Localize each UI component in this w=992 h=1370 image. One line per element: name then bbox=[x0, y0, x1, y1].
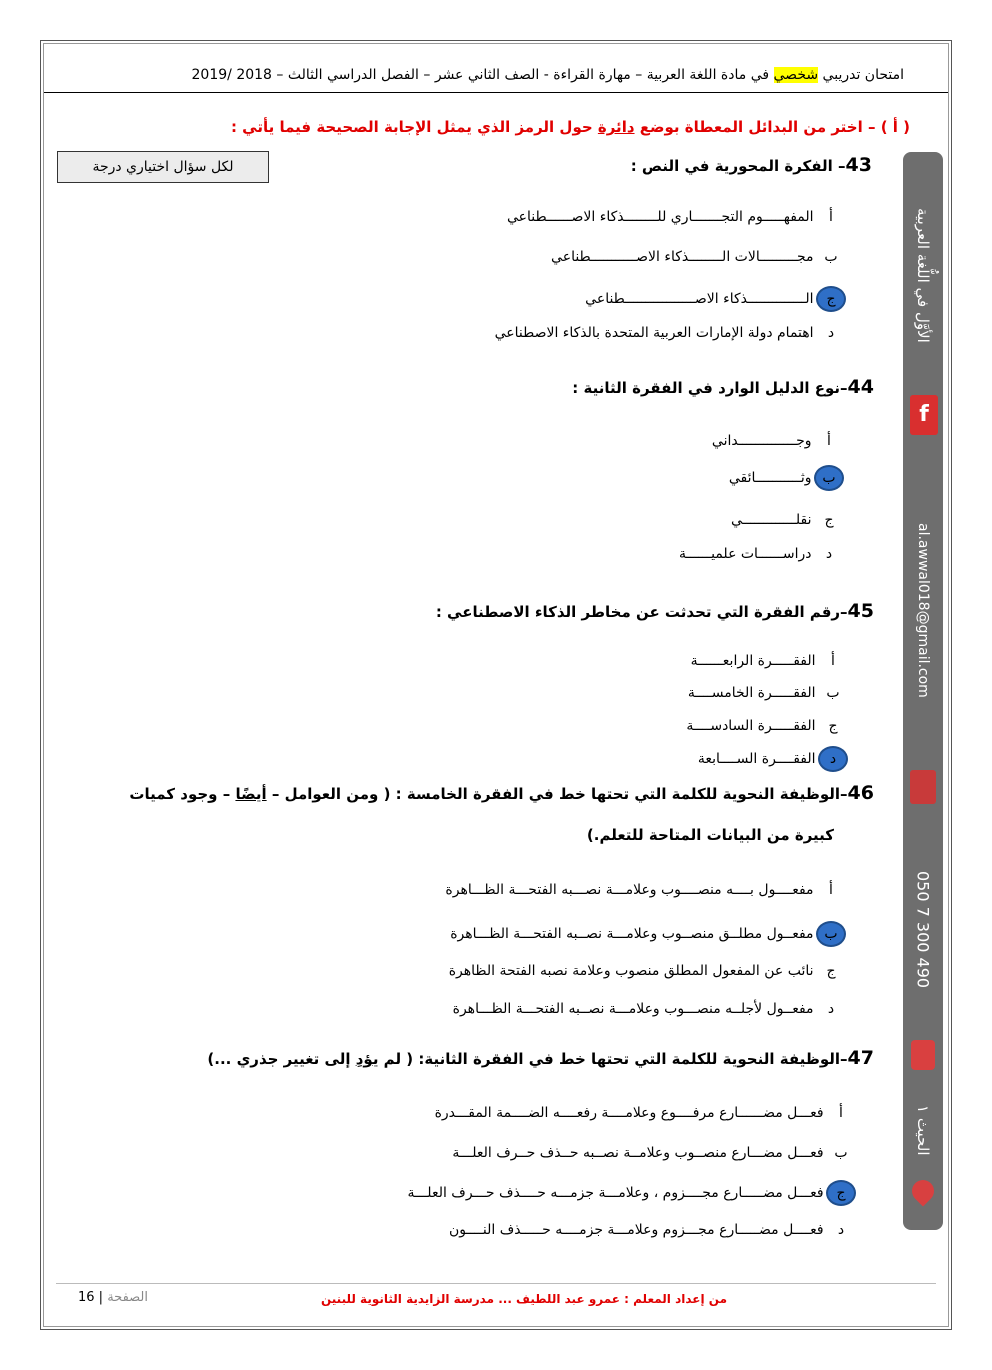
option-letter: ب bbox=[826, 685, 840, 701]
option-letter: د bbox=[829, 751, 837, 767]
q46-option-c[interactable] bbox=[449, 958, 844, 984]
option-text: المفهـــــوم التجـــــــاري للــــــــذكاء الاصــــــطناعي bbox=[506, 209, 814, 225]
option-letter: أ bbox=[827, 433, 831, 449]
option-letter: أ bbox=[831, 653, 835, 669]
q47-option-d[interactable] bbox=[449, 1217, 854, 1243]
question-47-title bbox=[207, 1047, 874, 1069]
option-text: الفقـــــرة الخامســــة bbox=[687, 685, 816, 701]
q43-option-d[interactable] bbox=[495, 320, 844, 346]
question-number: 47 bbox=[847, 1047, 874, 1069]
question-number: 46 bbox=[847, 782, 874, 804]
option-letter: ج bbox=[828, 718, 838, 734]
question-46-title bbox=[129, 782, 874, 804]
option-letter: د bbox=[825, 546, 833, 562]
question-46-title-line2: كبيرة من البيانات المتاحة للتعلم.) bbox=[586, 826, 834, 844]
q43-option-a[interactable] bbox=[507, 204, 844, 230]
phone-icon bbox=[911, 1040, 935, 1070]
option-letter: د bbox=[827, 1001, 835, 1017]
option-letter: ب bbox=[822, 470, 836, 486]
option-letter: ج bbox=[836, 1185, 846, 1201]
option-letter: أ bbox=[829, 882, 833, 898]
instruction-text-2: حول الرمز الذي يمثل الإجابة الصحيحة فيما يأتي : bbox=[230, 118, 598, 136]
question-text: –رقم الفقرة التي تحدثت عن مخاطر الذكاء الاصطناعي : bbox=[435, 603, 848, 621]
q46-option-d[interactable] bbox=[453, 996, 844, 1022]
option-letter: ب bbox=[824, 249, 838, 265]
q44-option-c[interactable] bbox=[731, 507, 842, 533]
q45-option-a[interactable] bbox=[691, 648, 846, 674]
question-45-title bbox=[436, 600, 874, 622]
option-letter: ج bbox=[826, 963, 836, 979]
q45-option-b[interactable] bbox=[688, 680, 846, 706]
question-number: 44 bbox=[847, 376, 874, 398]
header-text-1: امتحان تدريبي bbox=[822, 67, 904, 83]
question-text-cont: – وجود كميات bbox=[129, 785, 236, 803]
option-text: الفقــــرة الســــابعة bbox=[697, 751, 816, 767]
question-text-cont: إلى تغيير جذري ...) bbox=[207, 1050, 356, 1068]
facebook-icon[interactable]: f bbox=[910, 395, 938, 435]
sidebar-location: الحيث ١ bbox=[914, 1104, 932, 1156]
option-letter: د bbox=[837, 1222, 845, 1238]
q47-option-b[interactable] bbox=[452, 1140, 854, 1166]
option-letter: ج bbox=[824, 512, 834, 528]
option-text: وثـــــــــــائقي bbox=[728, 470, 812, 486]
q45-option-c[interactable] bbox=[686, 713, 846, 739]
header-text-2: في مادة اللغة العربية – مهارة القراءة - الصف الثاني عشر – الفصل الدراسي الثالث – 2018 /2019 bbox=[191, 67, 770, 83]
q46-option-a[interactable] bbox=[445, 877, 844, 903]
option-text: نائب عن المفعول المطلق منصوب وعلامة نصبه الفتحة الظاهرة bbox=[448, 963, 814, 979]
underlined-word: أيضًا bbox=[235, 785, 267, 803]
page-label: الصفحة bbox=[107, 1290, 148, 1305]
option-letter: أ bbox=[829, 209, 833, 225]
q47-option-a[interactable] bbox=[435, 1100, 854, 1126]
q47-option-c[interactable] bbox=[408, 1180, 855, 1206]
sidebar-title: الأوَّل في اللُّغة العربية bbox=[914, 207, 932, 343]
option-text: دراســــــات علميــــــة bbox=[679, 546, 812, 562]
grade-note-box: لكل سؤال اختياري درجة bbox=[57, 151, 269, 183]
q44-option-b[interactable] bbox=[729, 465, 842, 491]
option-letter: ب bbox=[824, 926, 838, 942]
q44-option-d[interactable] bbox=[679, 541, 842, 567]
footer-page-number: الصفحة | 16 bbox=[78, 1290, 148, 1305]
option-text: مفعــول لأجلــه منصـــوب وعلامـــة نصــبه الفتحـــة الظـــاهرة bbox=[452, 1001, 814, 1017]
option-letter: ج bbox=[826, 291, 836, 307]
option-letter: د bbox=[827, 325, 835, 341]
exam-header bbox=[44, 60, 904, 90]
option-text: مفعــول مطلــق منصــوب وعلامـــة نصــبه الفتحـــة الظـــاهرة bbox=[450, 926, 814, 942]
option-text: فعــــل مضـــــارع مجـــزوم وعلامـــة جزمــــه حـــــذف النــــون bbox=[448, 1222, 824, 1238]
option-text: وجــــــــــــــداني bbox=[711, 433, 812, 449]
question-44-title bbox=[572, 376, 874, 398]
question-text: –نوع الدليل الوارد في الفقرة الثانية : bbox=[572, 379, 848, 397]
question-text: –الوظيفة النحوية للكلمة التي تحتها خط في الفقرة الخامسة : ( ومن العوامل – bbox=[266, 785, 848, 803]
underlined-word: يؤدِ bbox=[355, 1050, 379, 1068]
sidebar-email[interactable]: al.awwal018@gmail.com bbox=[915, 522, 931, 698]
instruction-text-1: ( أ ) – اختر من البدائل المعطاة بوضع bbox=[634, 118, 910, 136]
option-letter: أ bbox=[839, 1105, 843, 1121]
option-text: اهتمام دولة الإمارات العربية المتحدة بالذكاء الاصطناعي bbox=[494, 325, 814, 341]
instruction-underlined: دائرة bbox=[597, 118, 635, 136]
mail-icon bbox=[910, 770, 936, 804]
question-text: –الوظيفة النحوية للكلمة التي تحتها خط في الفقرة الثانية: ( لم bbox=[378, 1050, 848, 1068]
question-number: 45 bbox=[847, 600, 874, 622]
page-number: 16 bbox=[78, 1290, 95, 1305]
option-letter: ب bbox=[834, 1145, 848, 1161]
question-number: 43 bbox=[845, 154, 872, 176]
footer-rule bbox=[56, 1283, 936, 1284]
header-rule bbox=[44, 92, 948, 93]
option-text: فعـــل مضـــــارع مجــــزوم ، وعلامـــة جزمـــه حــــذف حـــرف العلـــة bbox=[407, 1185, 824, 1201]
header-highlight: شخصي bbox=[773, 67, 819, 83]
footer-school: من إعداد المعلم : عمرو عبد اللطيف ... مدرسة الزايدية الثانوية للبنين bbox=[320, 1292, 727, 1306]
question-43-title bbox=[631, 154, 872, 176]
option-text: الفقـــــرة الرابعــــــة bbox=[690, 653, 816, 669]
instruction bbox=[231, 118, 910, 136]
option-text: نقلـــــــــــــي bbox=[730, 512, 812, 528]
q44-option-a[interactable] bbox=[712, 428, 842, 454]
q43-option-c[interactable] bbox=[585, 286, 844, 312]
q43-option-b[interactable] bbox=[551, 244, 844, 270]
option-text: الــــــــــــــذكاء الاصـــــــــــــــــطناعي bbox=[585, 291, 814, 307]
option-text: فعـــل مضــــــارع مرفــــوع وعلامــــة رفعــــه الضــــمة المقـــدرة bbox=[434, 1105, 824, 1121]
question-text: – الفكرة المحورية في النص : bbox=[630, 157, 846, 175]
q45-option-d[interactable] bbox=[698, 746, 846, 772]
option-text: فعـــل مضـــارع منصــوب وعلامــة نصــبه حــذف حــرف العلـــة bbox=[452, 1145, 824, 1161]
sidebar-phone[interactable]: 050 7 300 490 bbox=[913, 871, 933, 989]
option-text: مفعــــول بــــه منصــــوب وعلامـــة نصـــبه الفتحـــة الظـــاهرة bbox=[445, 882, 814, 898]
option-text: مجـــــــــالات الــــــــذكاء الاصـــــــــــطناعي bbox=[551, 249, 814, 265]
q46-option-b[interactable] bbox=[450, 921, 844, 947]
option-text: الفقـــــرة السادســــة bbox=[686, 718, 816, 734]
